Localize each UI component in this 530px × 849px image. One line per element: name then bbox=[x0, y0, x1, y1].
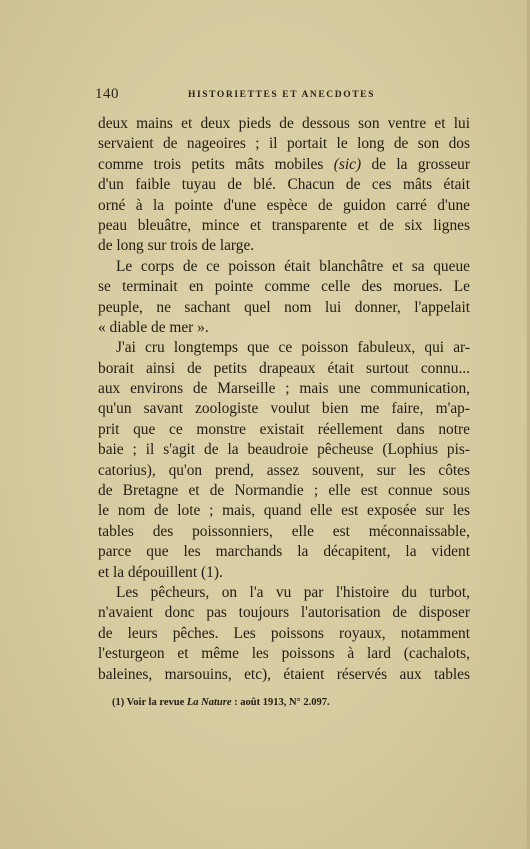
page-number: 140 bbox=[95, 86, 119, 102]
text-line: catorius), qu'on prend, assez souvent, sur les côtes bbox=[98, 461, 470, 479]
text-line: de long sur trois de large. bbox=[98, 237, 255, 255]
text-line: de leurs pêches. Les poissons royaux, notamment bbox=[98, 624, 470, 642]
footnote bbox=[112, 697, 472, 708]
text-line: comme trois petits mâts mobiles (sic) de la grosseur bbox=[98, 155, 471, 173]
text-line: servaient de nageoires ; il portait le long de son dos bbox=[98, 135, 470, 153]
text-line: baleines, marsouins, etc), étaient réservés aux tables bbox=[98, 665, 470, 683]
text-line: prit que ce monstre existait réellement dans notre bbox=[98, 420, 470, 438]
text-line: qu'un savant zoologiste voulut bien me faire, m'ap- bbox=[98, 400, 470, 418]
text-line: n'avaient donc pas toujours l'autorisation de disposer bbox=[98, 604, 470, 622]
text-line: d'un faible tuyau de blé. Chacun de ces mâts était bbox=[98, 176, 470, 194]
text-line: peuple, ne sachant quel nom lui donner, l'appelait bbox=[98, 298, 470, 316]
text-line: « diable de mer ». bbox=[98, 318, 209, 336]
text-line: de Bretagne et de Normandie ; elle est connue sous bbox=[98, 482, 470, 500]
text-line: parce que les marchands la décapitent, la vident bbox=[98, 543, 470, 561]
text-line: le nom de lote ; mais, quand elle est exposée sur les bbox=[98, 502, 470, 520]
text-line: Le corps de ce poisson était blanchâtre et sa queue bbox=[116, 257, 470, 275]
page-header bbox=[95, 86, 470, 106]
footnote-reference: : août 1913, N° 2.097. bbox=[231, 697, 330, 708]
text-line: J'ai cru longtemps que ce poisson fabuleux, qui ar- bbox=[116, 339, 470, 357]
body-text bbox=[98, 114, 470, 685]
text-line: et la dépouillent (1). bbox=[98, 563, 223, 581]
text-line: l'esturgeon et même les poissons à lard (cachalots, bbox=[98, 645, 470, 663]
text-line: borait ainsi de petits drapeaux était surtout connu... bbox=[98, 359, 470, 377]
running-head: HISTORIETTES ET ANECDOTES bbox=[188, 90, 375, 100]
text-line: tables des poissonniers, elle est méconnaissable, bbox=[98, 522, 470, 540]
text-line: Les pêcheurs, on l'a vu par l'histoire du turbot, bbox=[116, 583, 470, 601]
text-line: deux mains et deux pieds de dessous son ventre et lui bbox=[98, 115, 470, 132]
text-line: baie ; il s'agit de la beaudroie pêcheuse (Lophius pis- bbox=[98, 441, 470, 459]
footnote-text: (1) Voir la revue bbox=[112, 697, 187, 708]
text-line: aux environs de Marseille ; mais une communication, bbox=[98, 380, 470, 398]
footnote-journal-title: La Nature bbox=[186, 697, 232, 708]
text-line: se terminait en pointe comme celle des morues. Le bbox=[98, 278, 470, 296]
text-line: peau bleuâtre, mince et transparente et de six lignes bbox=[98, 216, 470, 234]
text-line: orné à la pointe d'une espèce de guidon carré d'une bbox=[98, 196, 470, 214]
